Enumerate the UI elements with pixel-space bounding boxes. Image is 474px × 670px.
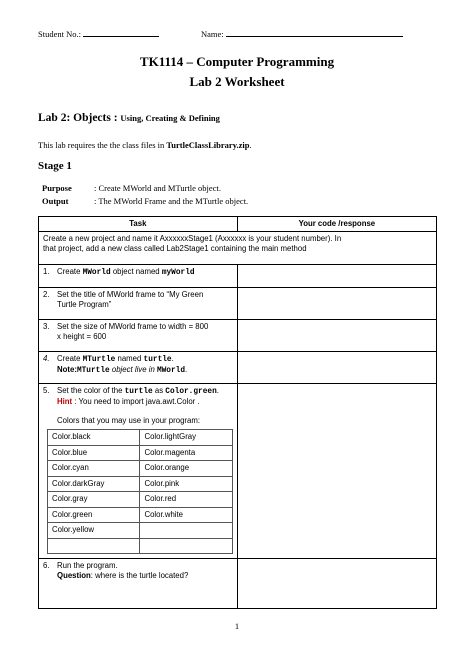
table-header-row	[39, 217, 437, 232]
task-cell-5	[39, 384, 238, 559]
color-name-cell: Color.orange	[140, 461, 232, 477]
stage-title: Stage 1	[38, 160, 72, 172]
task-text: Set the size of MWorld frame to width = 800	[57, 322, 209, 331]
task-cell-3	[39, 320, 238, 352]
task-number: 1.	[43, 267, 50, 276]
color-row	[48, 507, 233, 523]
task-number: 5.	[43, 386, 50, 395]
lab-heading	[38, 112, 220, 124]
task-number: 3.	[43, 322, 50, 331]
student-number-blank	[83, 29, 159, 37]
purpose-line	[42, 183, 221, 193]
task-text: .	[171, 354, 174, 363]
color-name-cell: Color.lightGray	[140, 430, 232, 446]
requirement-file: TurtleClassLibrary.zip	[166, 140, 250, 150]
hint-label: Hint	[57, 397, 73, 406]
color-row	[48, 492, 233, 508]
task-number: 2.	[43, 290, 50, 299]
color-name-cell: Color.white	[140, 507, 232, 523]
colors-intro: Colors that you may use in your program:	[57, 416, 201, 425]
requirement-prefix: This lab requires the the class files in	[38, 140, 165, 150]
task-row	[39, 320, 437, 352]
color-name-cell	[140, 523, 232, 539]
output-text: : The MWorld Frame and the MTurtle object.	[94, 196, 249, 206]
response-cell-6[interactable]	[237, 559, 436, 609]
task-text: as	[152, 386, 166, 395]
purpose-text: : Create MWorld and MTurtle object.	[94, 183, 221, 193]
color-name-cell: Color.cyan	[48, 461, 140, 477]
student-number-label: Student No.:	[38, 29, 81, 39]
color-name-cell	[48, 538, 140, 554]
task-column-header: Task	[39, 217, 238, 232]
task-text: Set the color of the	[57, 386, 125, 395]
task-text: named	[115, 354, 144, 363]
task-text: .	[216, 386, 219, 395]
task-text: Turtle Program”	[57, 300, 112, 309]
question-text: : where is the turtle located?	[90, 571, 189, 580]
color-row	[48, 445, 233, 461]
lab-requirement	[38, 140, 252, 150]
color-name-cell: Color.black	[48, 430, 140, 446]
student-name-label: Name:	[201, 29, 224, 39]
code-token: Color.green	[165, 388, 217, 396]
task-text: Set the title of MWorld frame to “My Green	[57, 290, 204, 299]
output-line	[42, 196, 248, 206]
task-table	[38, 216, 437, 609]
output-label: Output	[42, 196, 69, 206]
task-cell-2	[39, 288, 238, 320]
color-name-cell: Color.magenta	[140, 445, 232, 461]
code-token: MWorld	[82, 269, 111, 277]
page-number: 1	[234, 621, 240, 631]
color-name-cell: Color.gray	[48, 492, 140, 508]
code-token: MWorld	[156, 367, 186, 375]
task-cell-1	[39, 265, 238, 288]
color-name-cell: Color.red	[140, 492, 232, 508]
color-name-cell: Color.pink	[140, 476, 232, 492]
color-row	[48, 461, 233, 477]
color-name-cell: Color.yellow	[48, 523, 140, 539]
task-text: Create	[57, 354, 83, 363]
task-number: 6.	[43, 561, 50, 570]
student-name-field	[201, 29, 403, 39]
lab-heading-sub: Using, Creating & Defining	[120, 113, 220, 123]
course-title: TK1114 – Computer Programming	[139, 54, 335, 69]
code-token: MTurtle	[82, 356, 116, 364]
response-cell-4[interactable]	[237, 352, 436, 384]
response-cell-5[interactable]	[237, 384, 436, 559]
color-row	[48, 476, 233, 492]
worksheet-title: Lab 2 Worksheet	[189, 74, 285, 89]
color-name-cell: Color.darkGray	[48, 476, 140, 492]
question-label: Question	[57, 571, 91, 580]
lab-heading-main: Lab 2: Objects :	[38, 112, 118, 124]
task-row	[39, 288, 437, 320]
intro-row	[39, 232, 437, 265]
intro-cell	[39, 232, 437, 265]
color-row	[48, 538, 233, 554]
task-text: Create	[57, 267, 83, 276]
task-row	[39, 352, 437, 384]
task-text: Run the program.	[57, 561, 118, 570]
purpose-label: Purpose	[42, 183, 72, 193]
student-number-field	[38, 29, 159, 39]
code-token: turtle	[124, 388, 153, 396]
code-token: myWorld	[161, 269, 195, 277]
note-text: .	[185, 365, 188, 374]
response-cell-3[interactable]	[237, 320, 436, 352]
task-row	[39, 265, 437, 288]
color-name-cell: Color.green	[48, 507, 140, 523]
color-name-cell	[140, 538, 232, 554]
task-text: object named	[110, 267, 162, 276]
code-token: MTurtle	[76, 367, 110, 375]
code-token: turtle	[143, 356, 172, 364]
color-name-cell: Color.blue	[48, 445, 140, 461]
task-cell-4	[39, 352, 238, 384]
task-cell-6	[39, 559, 238, 609]
color-row	[48, 523, 233, 539]
note-label: Note:	[57, 365, 77, 374]
color-list-table	[47, 429, 233, 554]
intro-line-1: Create a new project and name it AxxxxxxStage1 (Axxxxxx is your student number). In	[43, 234, 342, 243]
color-row	[48, 430, 233, 446]
task-number: 4.	[43, 354, 50, 363]
note-text: object live in	[109, 365, 157, 374]
hint-text: : You need to import java.awt.Color .	[72, 397, 200, 406]
requirement-suffix: .	[249, 140, 252, 150]
task-row	[39, 559, 437, 609]
response-cell-1[interactable]	[237, 265, 436, 288]
task-row	[39, 384, 437, 559]
intro-line-2: that project, add a new class called Lab2Stage1 containing the main method	[43, 244, 307, 253]
response-cell-2[interactable]	[237, 288, 436, 320]
code-column-header: Your code /response	[237, 217, 436, 232]
student-name-blank	[226, 29, 403, 37]
task-text: x height = 600	[57, 332, 107, 341]
